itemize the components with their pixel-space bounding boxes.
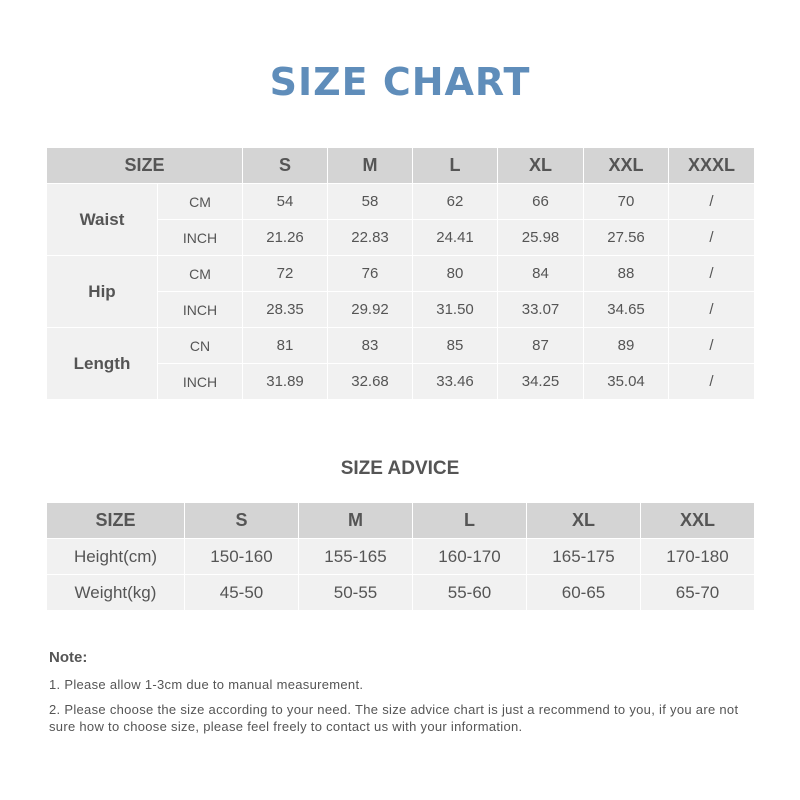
size-chart-header-m: M [328,148,413,184]
table-cell: 33.46 [413,364,498,400]
table-cell: 62 [413,184,498,220]
table-cell: / [669,292,755,328]
size-advice-header-size: SIZE [47,503,185,539]
note-heading: Note: [49,649,88,666]
table-cell: 22.83 [328,220,413,256]
table-cell: / [669,184,755,220]
table-cell: 34.25 [498,364,584,400]
table-row [47,328,755,364]
size-advice-title: SIZE ADVICE [340,458,460,479]
table-cell: 25.98 [498,220,584,256]
table-cell: 72 [243,256,328,292]
table-cell: 60-65 [527,575,641,611]
table-cell: 34.65 [584,292,669,328]
table-cell: 66 [498,184,584,220]
table-cell: 33.07 [498,292,584,328]
size-advice-header-l: L [413,503,527,539]
table-cell: 50-55 [299,575,413,611]
size-chart-header-xxl: XXL [584,148,669,184]
table-cell: 85 [413,328,498,364]
advice-label-weight: Weight(kg) [47,575,185,611]
table-cell: / [669,256,755,292]
table-cell: 31.89 [243,364,328,400]
table-cell: 88 [584,256,669,292]
table-cell: 160-170 [413,539,527,575]
unit-label: CM [158,184,243,220]
size-chart-table [46,147,755,400]
table-cell: 76 [328,256,413,292]
table-cell: 24.41 [413,220,498,256]
table-cell: 81 [243,328,328,364]
unit-label: CM [158,256,243,292]
size-advice-header-row [47,503,755,539]
size-chart-header-xl: XL [498,148,584,184]
measurement-waist: Waist [47,184,158,256]
unit-label: INCH [158,364,243,400]
measurement-length: Length [47,328,158,400]
table-cell: 150-160 [185,539,299,575]
size-advice-header-xxl: XXL [641,503,755,539]
table-cell: 32.68 [328,364,413,400]
table-cell: / [669,220,755,256]
table-cell: 58 [328,184,413,220]
size-advice-header-s: S [185,503,299,539]
table-row [47,539,755,575]
measurement-hip: Hip [47,256,158,328]
advice-label-height: Height(cm) [47,539,185,575]
size-chart-header-row [47,148,755,184]
unit-label: CN [158,328,243,364]
unit-label: INCH [158,220,243,256]
table-cell: 21.26 [243,220,328,256]
note-item-1: 1. Please allow 1-3cm due to manual measurement. [49,677,364,692]
size-chart-header-xxxl: XXXL [669,148,755,184]
table-cell: 35.04 [584,364,669,400]
table-row [47,575,755,611]
table-cell: 54 [243,184,328,220]
table-cell: 83 [328,328,413,364]
table-row [47,184,755,220]
size-advice-header-m: M [299,503,413,539]
table-cell: 170-180 [641,539,755,575]
table-cell: 45-50 [185,575,299,611]
size-advice-table [46,502,755,611]
table-cell: 29.92 [328,292,413,328]
table-cell: 55-60 [413,575,527,611]
unit-label: INCH [158,292,243,328]
table-cell: 28.35 [243,292,328,328]
table-cell: 155-165 [299,539,413,575]
size-advice-header-xl: XL [527,503,641,539]
table-cell: 89 [584,328,669,364]
page-title: SIZE CHART [269,60,531,104]
size-chart-header-size: SIZE [47,148,243,184]
table-cell: 84 [498,256,584,292]
table-cell: 165-175 [527,539,641,575]
table-cell: 80 [413,256,498,292]
table-cell: / [669,364,755,400]
size-chart-header-l: L [413,148,498,184]
note-item-2: 2. Please choose the size according to your need. The size advice chart is just a recommend to you, if you are not sure how to choose size, please feel freely to contact us with your information. [49,702,739,734]
table-cell: 65-70 [641,575,755,611]
table-cell: / [669,328,755,364]
table-cell: 27.56 [584,220,669,256]
table-row [47,256,755,292]
table-cell: 31.50 [413,292,498,328]
size-chart-header-s: S [243,148,328,184]
table-cell: 87 [498,328,584,364]
table-cell: 70 [584,184,669,220]
